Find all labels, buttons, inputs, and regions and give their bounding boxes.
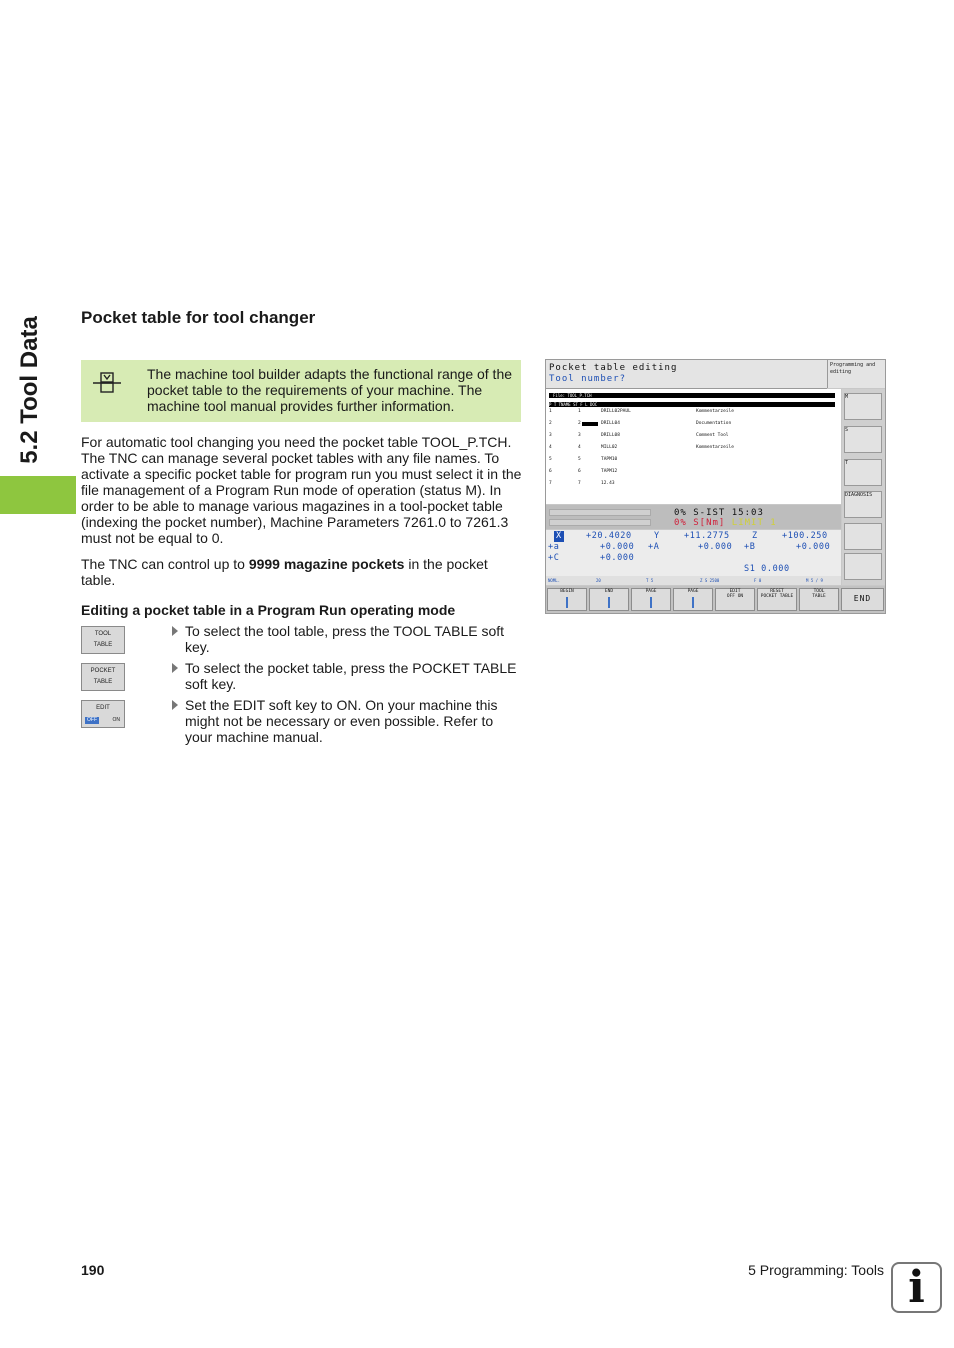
arrow-down-icon xyxy=(608,597,610,608)
tnc-right-header: Programming and editing xyxy=(827,360,885,388)
info-icon: i xyxy=(891,1262,942,1313)
tool-table-softkey: TOOL TABLE xyxy=(81,626,125,654)
tnc-prompt: Tool number? xyxy=(549,374,627,384)
spindle-status: 0% S-IST 15:03 xyxy=(674,508,764,518)
table-row: 6 6 TAPM12 xyxy=(549,469,618,474)
arrow-up-icon xyxy=(650,597,652,608)
table-row: 3 3 DRILL08 Comment Tool xyxy=(549,433,729,438)
pocket-table xyxy=(546,389,841,504)
diagnosis-button: DIAGNOSIS xyxy=(844,491,882,518)
pocket-table-softkey: POCKET TABLE xyxy=(81,663,125,691)
tnc-header xyxy=(546,360,827,389)
page-down-softkey: PAGE xyxy=(673,588,713,611)
machine-note-icon xyxy=(92,372,122,394)
section-title: Pocket table for tool changer xyxy=(81,308,316,327)
paragraph-magazine-pockets: The TNC can control up to 9999 magazine pockets in the pocket table. xyxy=(81,556,488,588)
end-softkey: END xyxy=(589,588,629,611)
tnc-mode: Pocket table editing xyxy=(549,363,678,373)
m-function-button: M xyxy=(844,393,882,420)
load-bar xyxy=(549,509,651,516)
step-item: To select the pocket table, press the POCKET TABLE soft key. xyxy=(172,660,524,692)
t-function-button: T xyxy=(844,459,882,486)
s-function-button: S xyxy=(844,426,882,453)
side-title: 5.2 Tool Data xyxy=(16,316,43,464)
arrow-down-icon xyxy=(692,597,694,608)
step-item: To select the tool table, press the TOOL TABLE soft key. xyxy=(172,623,524,655)
page-up-softkey: PAGE xyxy=(631,588,671,611)
edit-softkey: EDIT OFF ON xyxy=(715,588,755,611)
tnc-status xyxy=(546,505,841,529)
horizontal-softkeys xyxy=(546,586,885,613)
table-row: 5 5 TAPM10 xyxy=(549,457,618,462)
arrow-bullet-icon xyxy=(172,663,178,673)
empty-button xyxy=(844,523,882,550)
paragraph-pocket-table: For automatic tool changing you need the pocket table TOOL_P.TCH. The TNC can manage several pocket tables with any file names. To activate a specific pocket table for program run you must select it in the file management of a Program Run mode of operation (status M). In order to be able to manage various magazines in a tool-pocket table (indexing the pocket number), Machine Parameters 7261.0 to 7261.3 must not be equal to 0. xyxy=(81,434,522,546)
position-row: +a +0.000 +A +0.000 +B +0.000 xyxy=(548,542,831,552)
tnc-info-bar: NOML. 20 T 5 Z S 2500 F 0 M 5 / 9 xyxy=(546,576,841,585)
step-item: Set the EDIT soft key to ON. On your machine this might not be necessary or even possible. Refer to your machine manual. xyxy=(172,697,524,745)
vertical-softkeys xyxy=(842,389,885,585)
table-row: 4 4 MILL02 Kommentarzeile xyxy=(549,445,734,450)
begin-softkey: BEGIN xyxy=(547,588,587,611)
tnc-screenshot xyxy=(545,359,886,614)
edit-softkey: EDIT OFF ON xyxy=(81,700,125,728)
spindle-row: S1 0.000 xyxy=(744,564,790,574)
position-row: +C +0.000 xyxy=(548,553,635,563)
position-display xyxy=(546,530,841,577)
reset-pocket-table-softkey: RESET POCKET TABLE xyxy=(757,588,797,611)
page-number: 190 xyxy=(81,1262,105,1278)
table-row: 2 2 DRILL04 Documentation xyxy=(549,421,732,426)
torque-status: 0% S[Nm] LIMIT 1 xyxy=(674,518,777,528)
tool-table-softkey: TOOL TABLE xyxy=(799,588,839,611)
table-row: 7 7 12.43 xyxy=(549,481,615,486)
position-row: X +20.4020 Y +11.2775 Z +100.250 xyxy=(556,531,828,541)
file-bar: File: TOOL_P.TCH xyxy=(549,393,835,398)
note-text: The machine tool builder adapts the functional range of the pocket table to the requirements of your machine. The machine tool manual provides further information. xyxy=(147,366,513,414)
end-softkey: END xyxy=(841,588,884,611)
arrow-up-icon xyxy=(566,597,568,608)
table-header: P T TNAME ST F L DOC xyxy=(549,402,835,407)
chapter-name: 5 Programming: Tools xyxy=(748,1262,884,1278)
table-row: 1 1 DRILL02PAUL Kommentarzeile xyxy=(549,409,734,414)
empty-button xyxy=(844,553,882,580)
arrow-bullet-icon xyxy=(172,700,178,710)
load-bar xyxy=(549,519,651,526)
subsection-title: Editing a pocket table in a Program Run operating mode xyxy=(81,602,456,618)
arrow-bullet-icon xyxy=(172,626,178,636)
